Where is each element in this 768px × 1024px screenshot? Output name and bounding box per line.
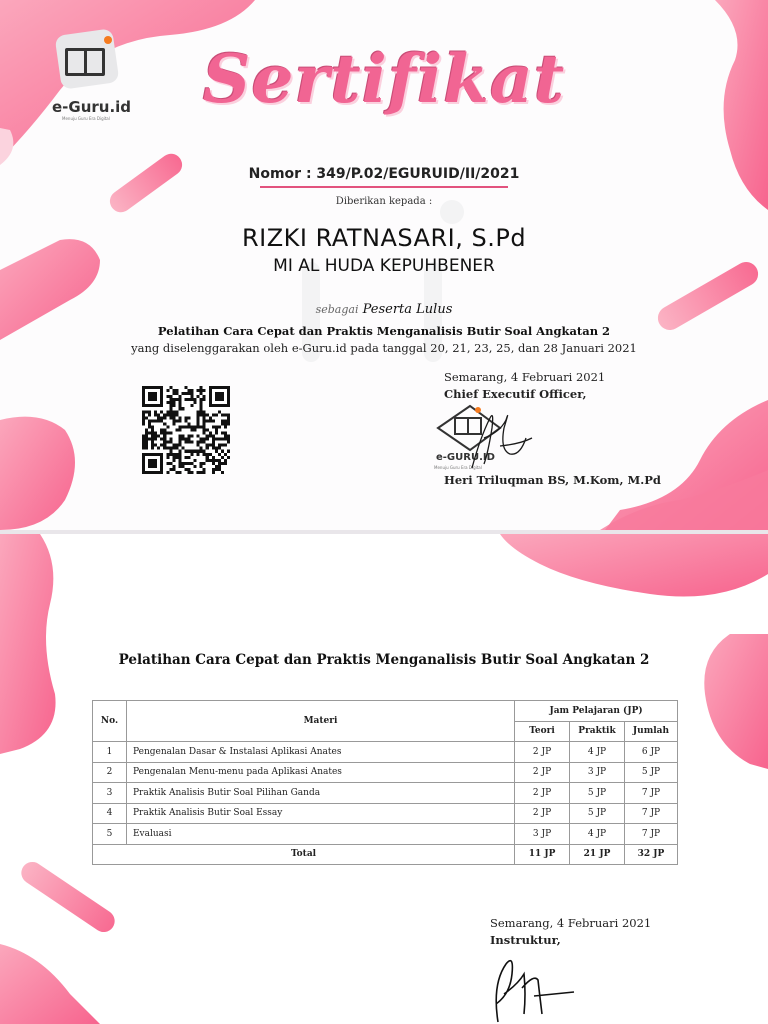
signature-role: Chief Executif Officer, [444, 387, 587, 401]
row-teori: 2 JP [515, 783, 570, 804]
row-no: 4 [93, 803, 127, 824]
row-materi: Pengenalan Dasar & Instalasi Aplikasi Anates [126, 742, 514, 763]
signature-place-date: Semarang, 4 Februari 2021 [444, 370, 606, 384]
col-header-no: No. [93, 701, 127, 742]
row-teori: 2 JP [515, 762, 570, 783]
recipient-school: MI AL HUDA KEPUHBENER [273, 256, 495, 276]
row-teori: 2 JP [515, 803, 570, 824]
number-underline [260, 186, 508, 188]
schedule-page [0, 534, 768, 1024]
total-teori: 11 JP [515, 844, 570, 865]
qr-code-icon [142, 386, 230, 474]
row-jumlah: 7 JP [624, 803, 677, 824]
recipient-status [0, 302, 768, 317]
as-label: sebagai [315, 303, 359, 316]
row-no: 5 [93, 824, 127, 845]
col-header-praktik: Praktik [570, 721, 625, 742]
total-praktik: 21 JP [570, 844, 625, 865]
course-held-text: yang diselenggarakan oleh e-Guru.id pada tanggal 20, 21, 23, 25, dan 28 Januari 2021 [131, 341, 637, 355]
col-header-jp: Jam Pelajaran (JP) [515, 701, 678, 722]
row-teori: 2 JP [515, 742, 570, 763]
row-materi: Evaluasi [126, 824, 514, 845]
table-row [93, 742, 678, 763]
status-text: Peserta Lulus [362, 302, 453, 317]
row-materi: Pengenalan Menu-menu pada Aplikasi Anates [126, 762, 514, 783]
table-row [93, 824, 678, 845]
stamp-name: e-GURU.ID [436, 452, 495, 463]
row-praktik: 5 JP [570, 783, 625, 804]
instructor-signature-icon [478, 944, 588, 1024]
course-title: Pelatihan Cara Cepat dan Praktis Menganalisis Butir Soal Angkatan 2 [157, 324, 611, 338]
logo-name: e-Guru.id [52, 98, 132, 116]
total-row [93, 844, 678, 865]
row-teori: 3 JP [515, 824, 570, 845]
row-no: 1 [93, 742, 127, 763]
total-label: Total [93, 844, 515, 865]
row-jumlah: 7 JP [624, 783, 677, 804]
schedule-table [92, 700, 678, 865]
col-header-materi: Materi [126, 701, 514, 742]
signatory-name: Heri Triluqman BS, M.Kom, M.Pd [444, 473, 661, 487]
total-jumlah: 32 JP [624, 844, 677, 865]
certificate-title: Sertifikat [202, 40, 566, 118]
given-to-label: Diberikan kepada : [335, 196, 433, 207]
row-no: 2 [93, 762, 127, 783]
logo-tagline: Menuju Guru Era Digital [62, 116, 110, 121]
row-jumlah: 5 JP [624, 762, 677, 783]
row-praktik: 4 JP [570, 824, 625, 845]
row-jumlah: 6 JP [624, 742, 677, 763]
instructor-place-date: Semarang, 4 Februari 2021 [490, 916, 652, 930]
table-row [93, 803, 678, 824]
ceo-signature-icon [460, 398, 540, 478]
row-jumlah: 7 JP [624, 824, 677, 845]
recipient-name: RIZKI RATNASARI, S.Pd [241, 224, 527, 252]
instructor-role: Instruktur, [490, 933, 561, 947]
col-header-jumlah: Jumlah [624, 721, 677, 742]
row-materi: Praktik Analisis Butir Soal Pilihan Ganda [126, 783, 514, 804]
schedule-title: Pelatihan Cara Cepat dan Praktis Menganalisis Butir Soal Angkatan 2 [118, 652, 650, 668]
row-praktik: 4 JP [570, 742, 625, 763]
table-row [93, 762, 678, 783]
certificate-number: Nomor : 349/P.02/EGURUID/II/2021 [248, 166, 520, 182]
row-materi: Praktik Analisis Butir Soal Essay [126, 803, 514, 824]
col-header-teori: Teori [515, 721, 570, 742]
row-praktik: 5 JP [570, 803, 625, 824]
row-praktik: 3 JP [570, 762, 625, 783]
row-no: 3 [93, 783, 127, 804]
table-row [93, 783, 678, 804]
stamp-tagline: Menuju Guru Era Digital [434, 465, 482, 470]
